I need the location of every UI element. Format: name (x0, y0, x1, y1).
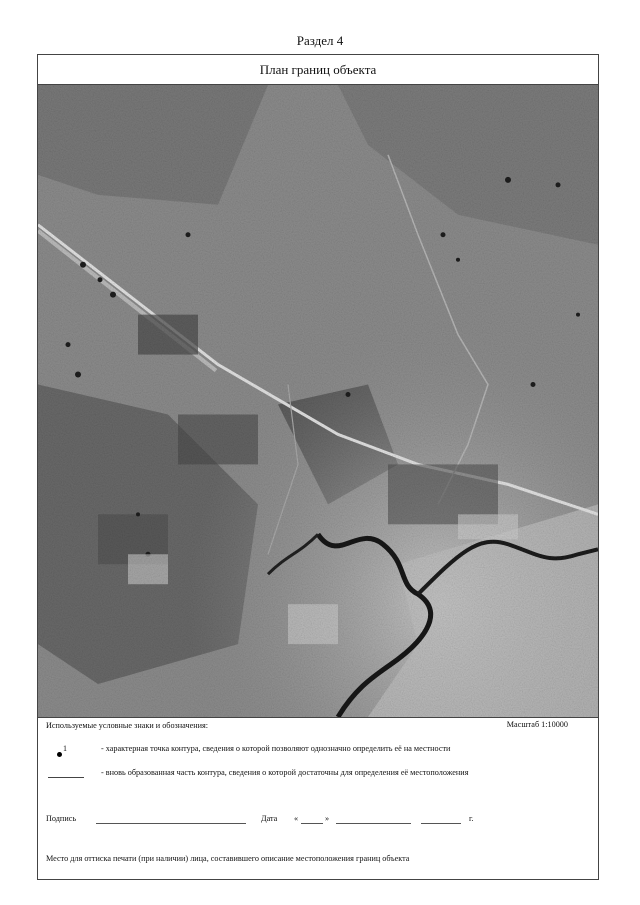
point-symbol (46, 744, 96, 758)
date-month-field[interactable] (336, 814, 411, 824)
date-open-quote: « (294, 814, 299, 823)
date-label: Дата (261, 814, 278, 823)
legend-item-text: - характерная точка контура, сведения о которой позволяют однозначно определить её на местности (101, 744, 451, 753)
legend-section (38, 718, 598, 881)
signature-label: Подпись (46, 814, 77, 823)
legend-item-text: - вновь образованная часть контура, сведения о которой достаточны для определения её местоположения (101, 768, 469, 777)
point-number: 1 (63, 744, 67, 753)
scale-label: Масштаб 1:10000 (506, 720, 568, 729)
satellite-map-image (38, 85, 598, 718)
signature-row (46, 814, 586, 828)
line-symbol (46, 768, 96, 782)
stamp-placeholder-text: Место для оттиска печати (при наличии) лица, составившего описание местоположения границ объекта (46, 854, 410, 863)
date-day-field[interactable] (301, 814, 323, 824)
date-close-quote: » (325, 814, 330, 823)
legend-heading: Используемые условные знаки и обозначения: (46, 721, 209, 730)
plan-frame (37, 54, 599, 880)
year-suffix: г. (469, 814, 474, 823)
section-title: Раздел 4 (296, 33, 344, 48)
date-year-field[interactable] (421, 814, 461, 824)
signature-field[interactable] (96, 814, 246, 824)
satellite-map-svg (38, 85, 598, 717)
boundary-line-icon (48, 777, 84, 778)
point-dot-icon (57, 752, 62, 757)
plan-title: План границ объекта (38, 55, 598, 85)
